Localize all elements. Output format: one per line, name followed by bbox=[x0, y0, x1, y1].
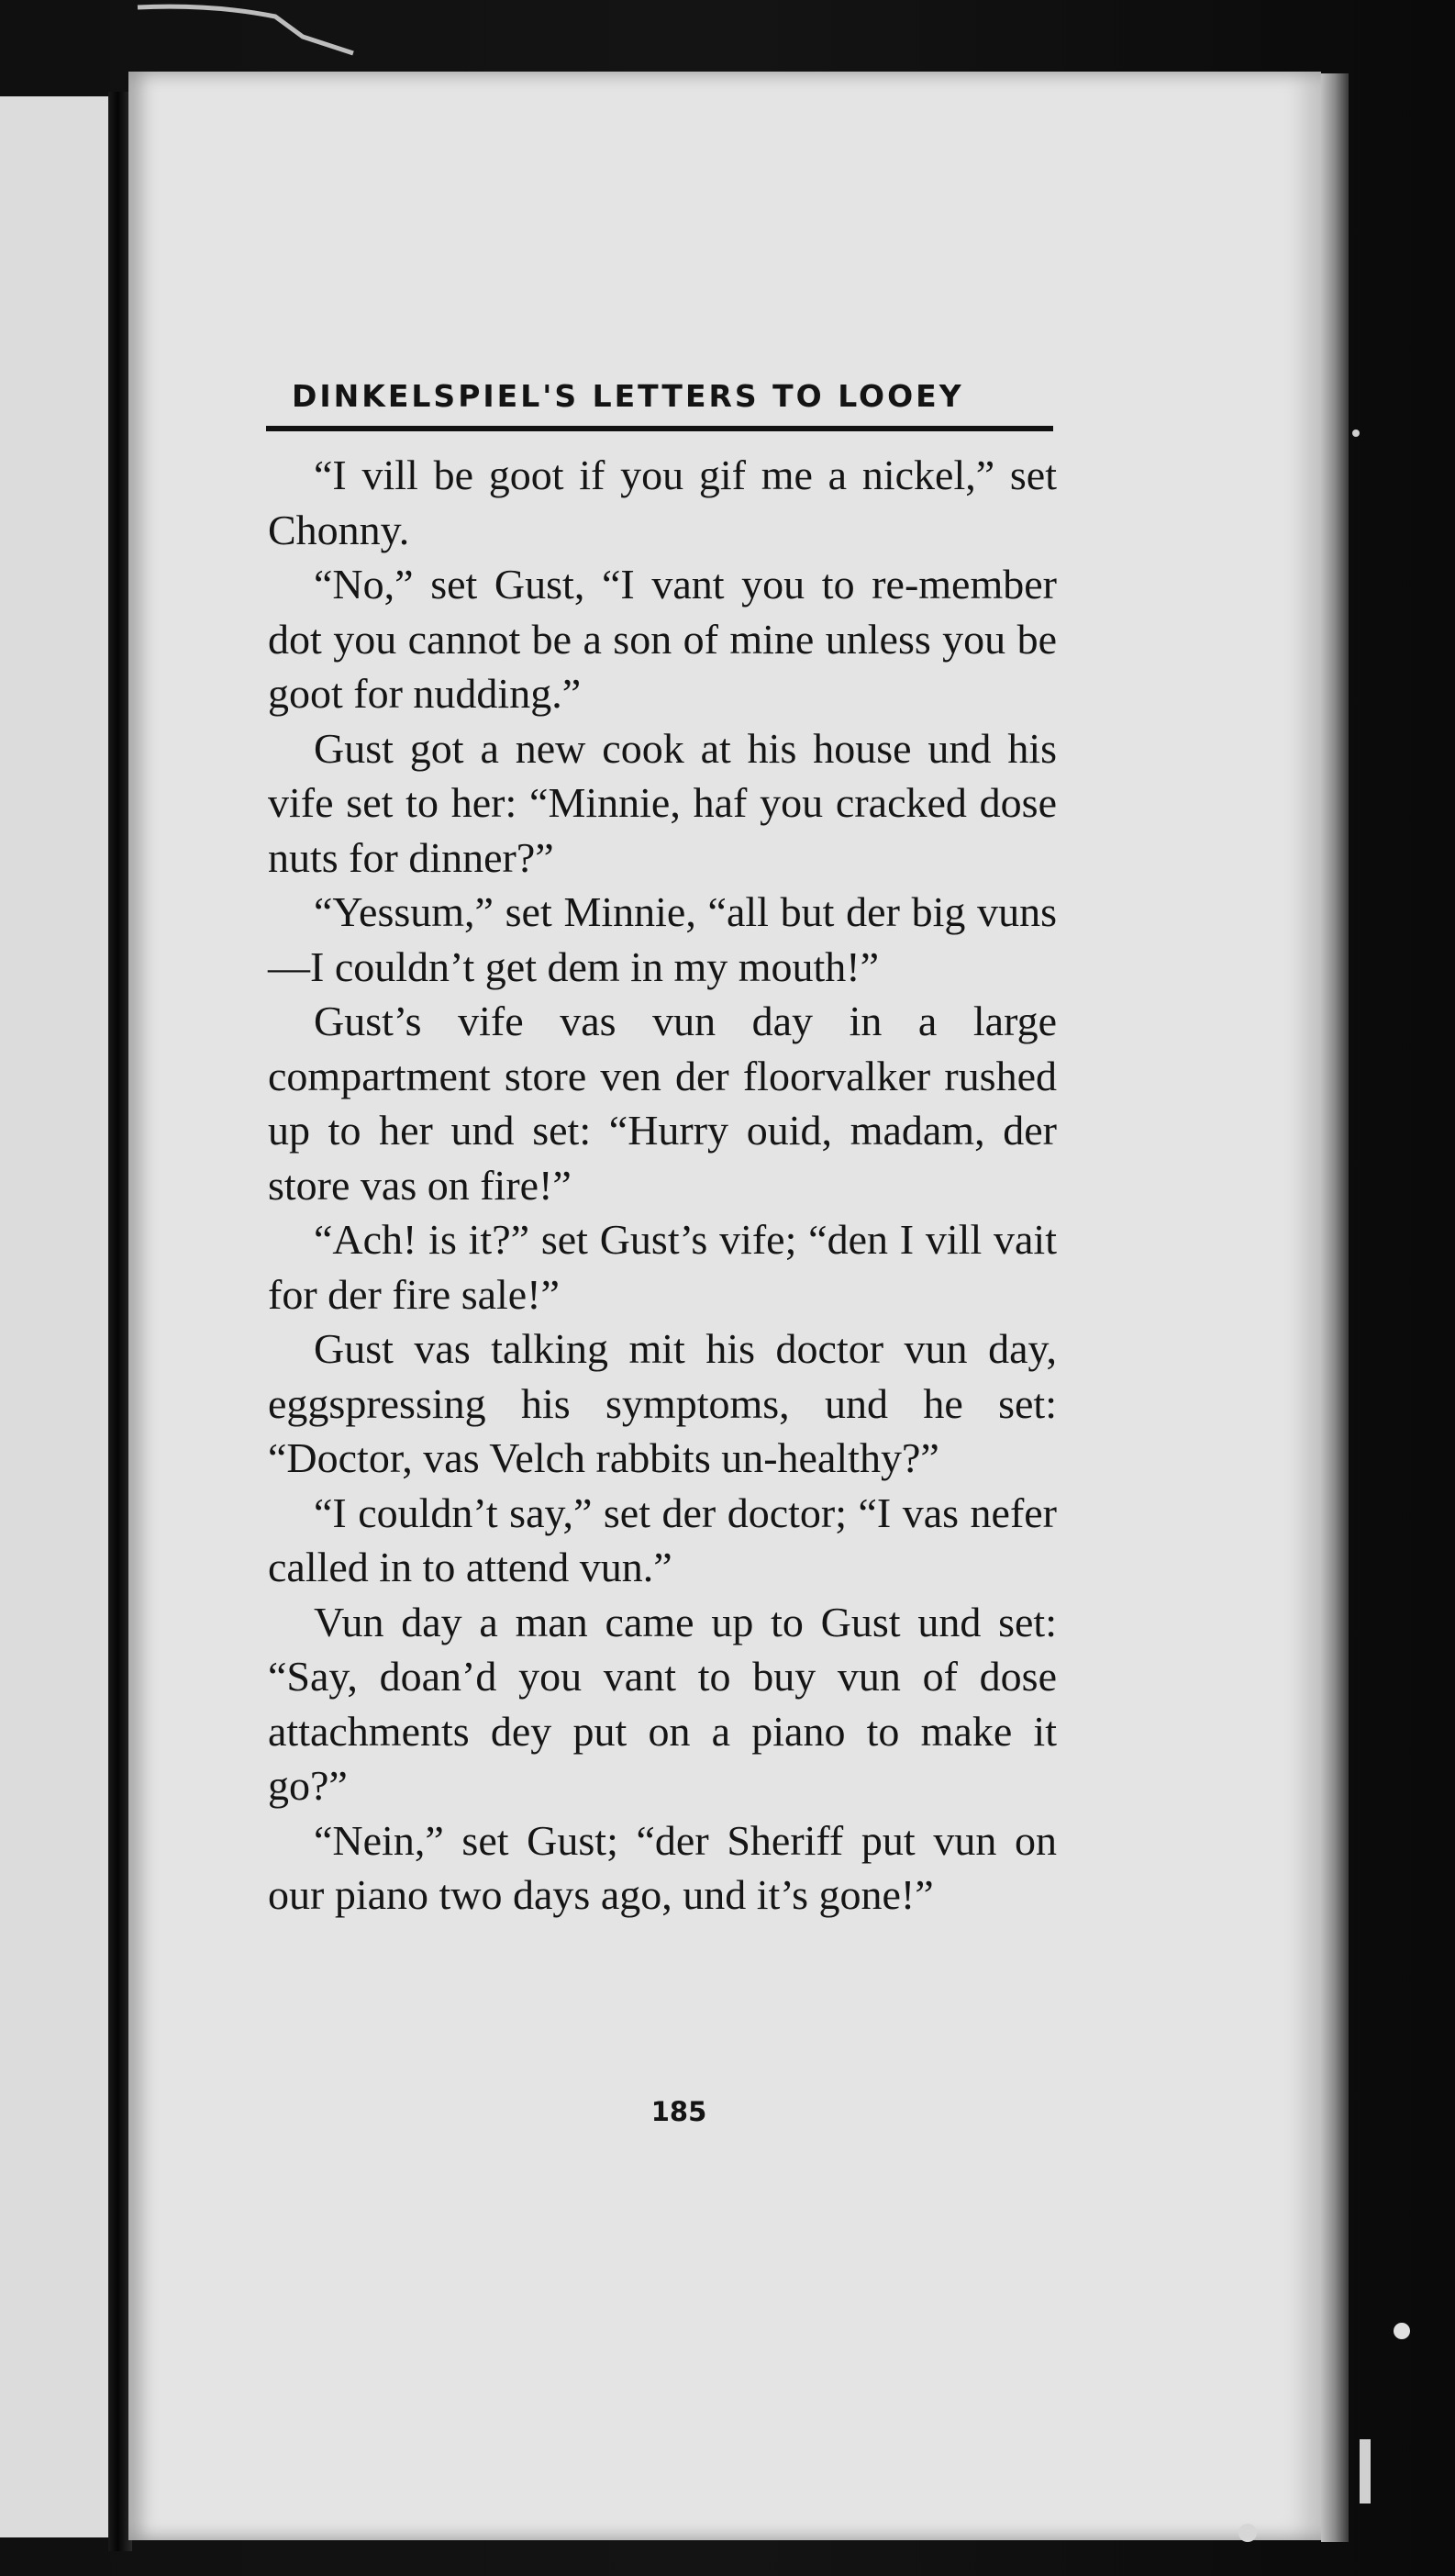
paragraph: Gust got a new cook at his house und his vife set to her: “Minnie, haf you cracked dose nuts for dinner?” bbox=[268, 724, 1057, 881]
top-scan-fiber bbox=[138, 6, 353, 53]
edge-mark bbox=[1360, 2439, 1371, 2504]
paragraph: “I couldn’t say,” set der doctor; “I vas nefer called in to attend vun.” bbox=[268, 1489, 1057, 1590]
paragraph: “Ach! is it?” set Gust’s vife; “den I vill vait for der fire sale!” bbox=[268, 1216, 1057, 1318]
dust-speck bbox=[1352, 429, 1360, 437]
paragraph: Gust’s vife vas vun day in a large compartment store ven der floorvalker rushed up to her und set: “Hurry ouid, madam, der store vas on fire!” bbox=[268, 998, 1057, 1209]
dust-speck bbox=[1238, 2524, 1257, 2542]
paragraph: “No,” set Gust, “I vant you to re-member dot you cannot be a son of mine unless you be goot for nudding.” bbox=[268, 561, 1057, 717]
running-head: DINKELSPIEL'S LETTERS TO LOOEY bbox=[292, 378, 964, 414]
paragraph: Vun day a man came up to Gust und set: “Say, doan’d you vant to buy vun of dose attachments dey put on a piano to make it go?” bbox=[268, 1598, 1057, 1809]
paragraph: Gust vas talking mit his doctor vun day, eggspressing his symptoms, und he set: “Doctor, vas Velch rabbits un-healthy?” bbox=[268, 1325, 1057, 1481]
paragraph: “I vill be goot if you gif me a nickel,” set Chonny. bbox=[268, 452, 1057, 553]
paragraph: “Yessum,” set Minnie, “all but der big vuns—I couldn’t get dem in my mouth!” bbox=[268, 888, 1057, 990]
page-number: 185 bbox=[650, 2096, 707, 2127]
paragraph: “Nein,” set Gust; “der Sheriff put vun on our piano two days ago, und it’s gone!” bbox=[268, 1816, 1057, 1918]
dust-speck bbox=[1394, 2323, 1410, 2339]
